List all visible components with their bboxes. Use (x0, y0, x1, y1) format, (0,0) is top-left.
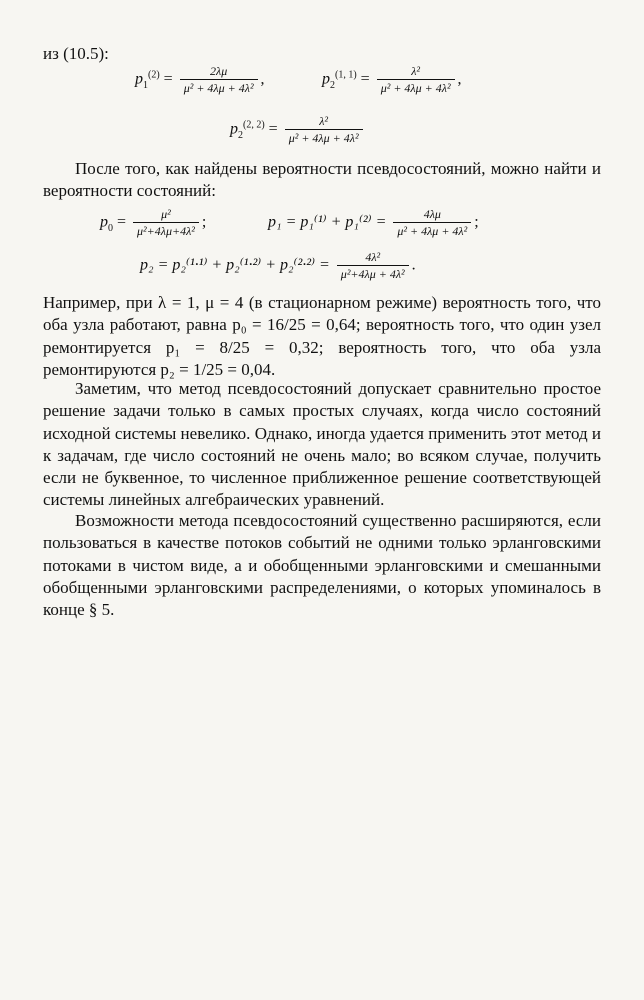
intro-text: из (10.5): (43, 44, 109, 63)
formula-p2-22: $p_2^{(2, 2)}$ = $\frac{\text{λ²}}{\text{μ² + 4λμ + 4λ²}}$ (230, 114, 366, 146)
formula-p1: p₁ = p₁⁽¹⁾ + p₁⁽²⁾ = $\frac{4\lambda\mu}{\text{μ² + 4λμ + 4λ²}}$ ; (268, 207, 479, 238)
formula-p2-11: $p_2^{(1, 1)}$ = $\frac{\text{λ²}}{\text{μ² + 4λμ + 4λ²}}$ , (322, 64, 462, 95)
formula-p1-2: $p_1^{(2)}$ = $\frac{2\lambda\mu}{\text{μ² + 4λμ + 4λ²}}$ , (135, 64, 265, 95)
formula-p0: $p_0$ = $\frac{\text{μ²}}{\text{μ²+4λμ+4λ²}}$ ; (100, 207, 207, 238)
paragraph-remark: Заметим, что метод псевдосостояний допускает сравнительно простое решение задачи только в самых простых случаях, когда число состояний исходной системы невелико. Однако, иногда удается применить этот метод и к задачам, где число состояний не очень мало; во всяком случае, получить если не буквенное, то численное приближенное решение соответствующей системы линейных алгебраических уравнений. (43, 379, 601, 510)
paragraph-extensions: Возможности метода псевдосостояний существенно расширяются, если пользоваться в качестве потоков событий не одними только эрланговскими потоками в чистом виде, а и обобщенными эрланговскими и смешанными обобщенными эрланговскими распределениями, о которых упоминалось в конце § 5. (43, 511, 601, 620)
paragraph-states: После того, как найдены вероятности псевдосостояний, можно найти и вероятности состояний: (43, 159, 601, 201)
paragraph-example: Например, при λ = 1, μ = 4 (в стационарном режиме) вероятность того, что оба узла работают, равна p₀ = 16/25 = 0,64; вероятность того, что один узел ремонтируется p₁ = 8/25 = 0,32; вероятность того, что оба узла ремонтируются p₂ = 1/25 = 0,04. (43, 293, 601, 379)
formula-p2: p₂ = p₂⁽¹·¹⁾ + p₂⁽¹·²⁾ + p₂⁽²·²⁾ = $\frac{\text{4λ²}}{\text{μ²+4λμ + 4λ²}}$ . (140, 250, 416, 281)
